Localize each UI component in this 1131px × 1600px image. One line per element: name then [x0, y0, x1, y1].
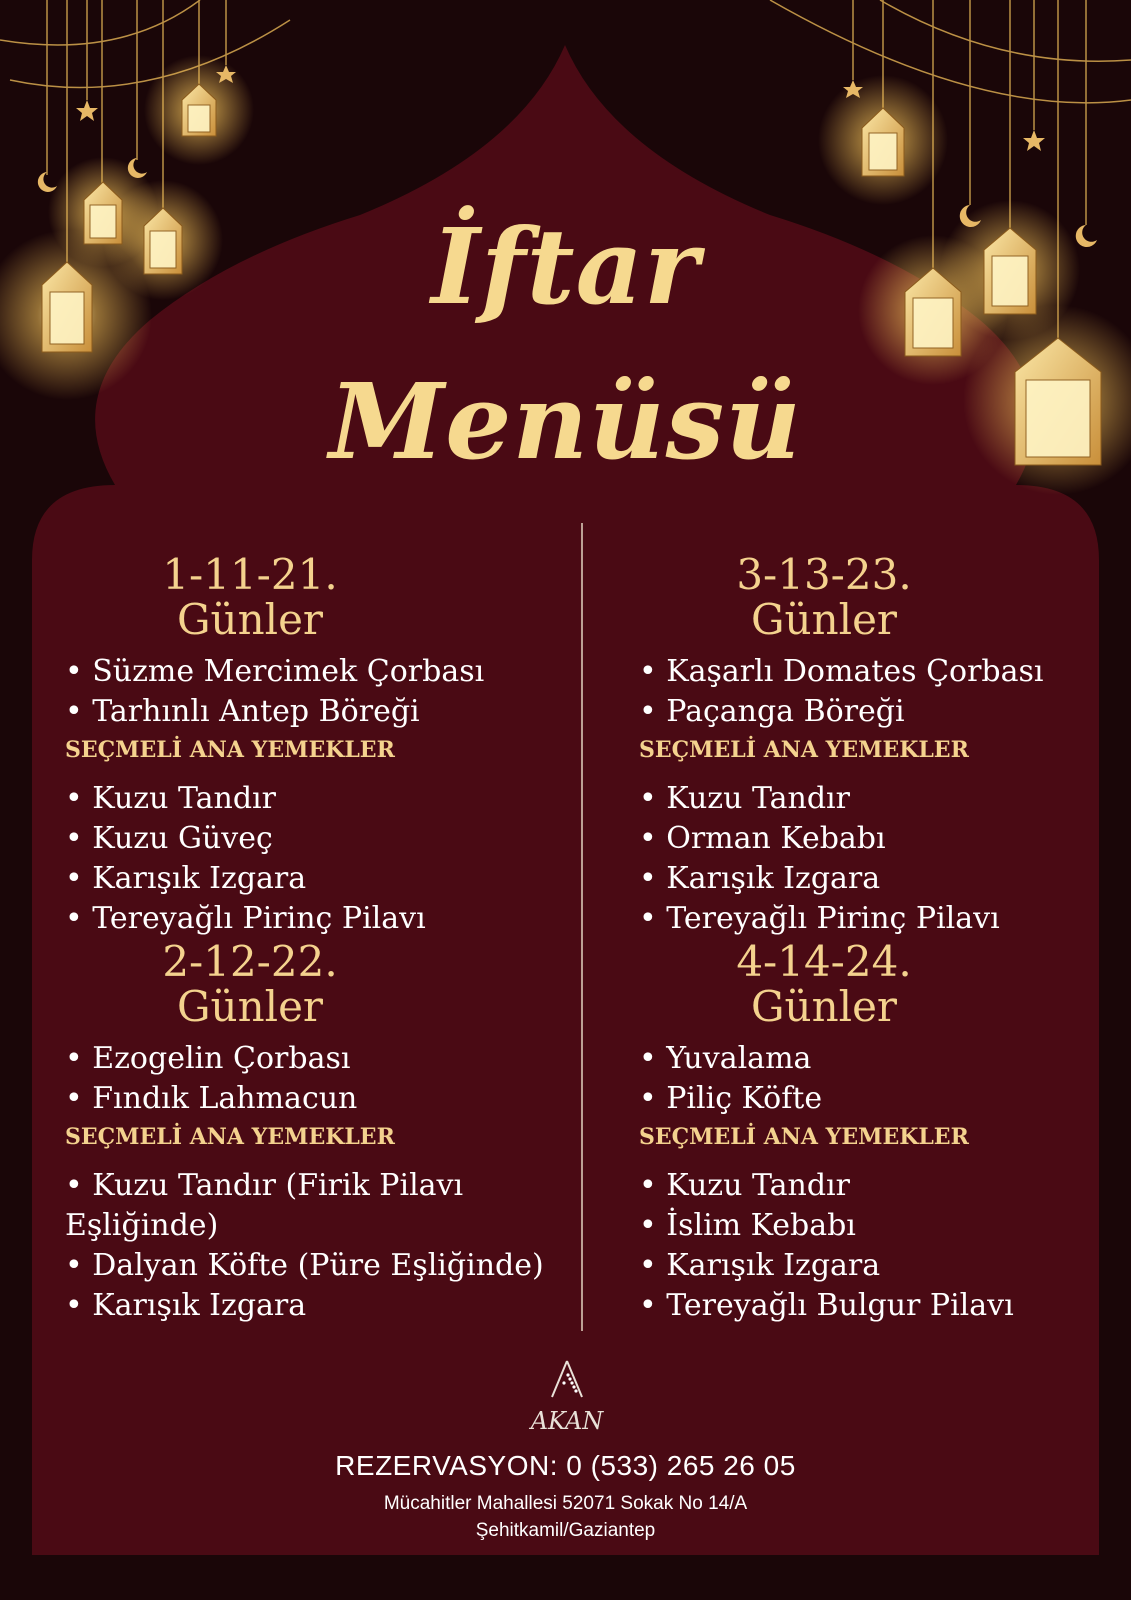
main-dish-item: • Kuzu Tandır — [639, 781, 850, 816]
main-dish-item: • Kuzu Güveç — [65, 821, 273, 856]
main-dish-item: • Dalyan Köfte (Püre Eşliğinde) — [65, 1248, 544, 1283]
main-dish-item: • Tereyağlı Pirinç Pilavı — [639, 901, 1000, 936]
starter-item: • Piliç Köfte — [639, 1081, 823, 1116]
day-range-heading: 4-14-24. — [736, 937, 912, 986]
main-dish-item: • Karışık Izgara — [65, 1288, 307, 1323]
section-label: SEÇMELİ ANA YEMEKLER — [639, 1124, 969, 1150]
column-divider — [581, 523, 583, 1331]
day-range-word: Günler — [750, 595, 897, 644]
day-range-word: Günler — [176, 595, 323, 644]
main-dish-item: • Tereyağlı Bulgur Pilavı — [639, 1288, 1014, 1323]
main-dish-item: • Karışık Izgara — [639, 861, 881, 896]
menu-column-left — [65, 552, 565, 1326]
main-dish-item: • Orman Kebabı — [639, 821, 886, 856]
starter-item: • Süzme Mercimek Çorbası — [65, 654, 485, 689]
starter-item: • Ezogelin Çorbası — [65, 1041, 351, 1076]
day-range-word: Günler — [176, 982, 323, 1031]
main-dish-item: • Kuzu Tandır — [639, 1168, 850, 1203]
starter-item: • Yuvalama — [639, 1041, 812, 1076]
main-dish-item: • İslim Kebabı — [639, 1208, 856, 1243]
starter-item: • Paçanga Böreği — [639, 694, 905, 729]
title-line-2: Menüsü — [329, 360, 802, 483]
address-line-2: Şehitkamil/Gaziantep — [475, 1520, 656, 1541]
day-range-heading: 3-13-23. — [736, 550, 912, 599]
title-line-1: İftar — [431, 205, 700, 328]
main-dish-item: • Tereyağlı Pirinç Pilavı — [65, 901, 426, 936]
starter-item: • Tarhınlı Antep Böreği — [65, 694, 420, 729]
reservation-phone: REZERVASYON: 0 (533) 265 26 05 — [335, 1450, 796, 1481]
main-dish-item: • Karışık Izgara — [639, 1248, 881, 1283]
starter-item: • Fındık Lahmacun — [65, 1081, 358, 1116]
akan-logo — [512, 1357, 622, 1437]
section-label: SEÇMELİ ANA YEMEKLER — [65, 737, 395, 763]
menu-column-right — [639, 552, 1131, 1326]
main-dish-item: • Karışık Izgara — [65, 861, 307, 896]
day-range-heading: 2-12-22. — [162, 937, 338, 986]
address-line-1: Mücahitler Mahallesi 52071 Sokak No 14/A — [383, 1493, 748, 1514]
day-range-word: Günler — [750, 982, 897, 1031]
section-label: SEÇMELİ ANA YEMEKLER — [639, 737, 969, 763]
starter-item: • Kaşarlı Domates Çorbası — [639, 654, 1044, 689]
section-label: SEÇMELİ ANA YEMEKLER — [65, 1124, 395, 1150]
day-range-heading: 1-11-21. — [162, 550, 338, 599]
main-dish-item: • Kuzu Tandır (Firik Pilavı Eşliğinde) — [65, 1168, 464, 1243]
logo-text: AKAN — [530, 1407, 604, 1435]
main-dish-item: • Kuzu Tandır — [65, 781, 276, 816]
